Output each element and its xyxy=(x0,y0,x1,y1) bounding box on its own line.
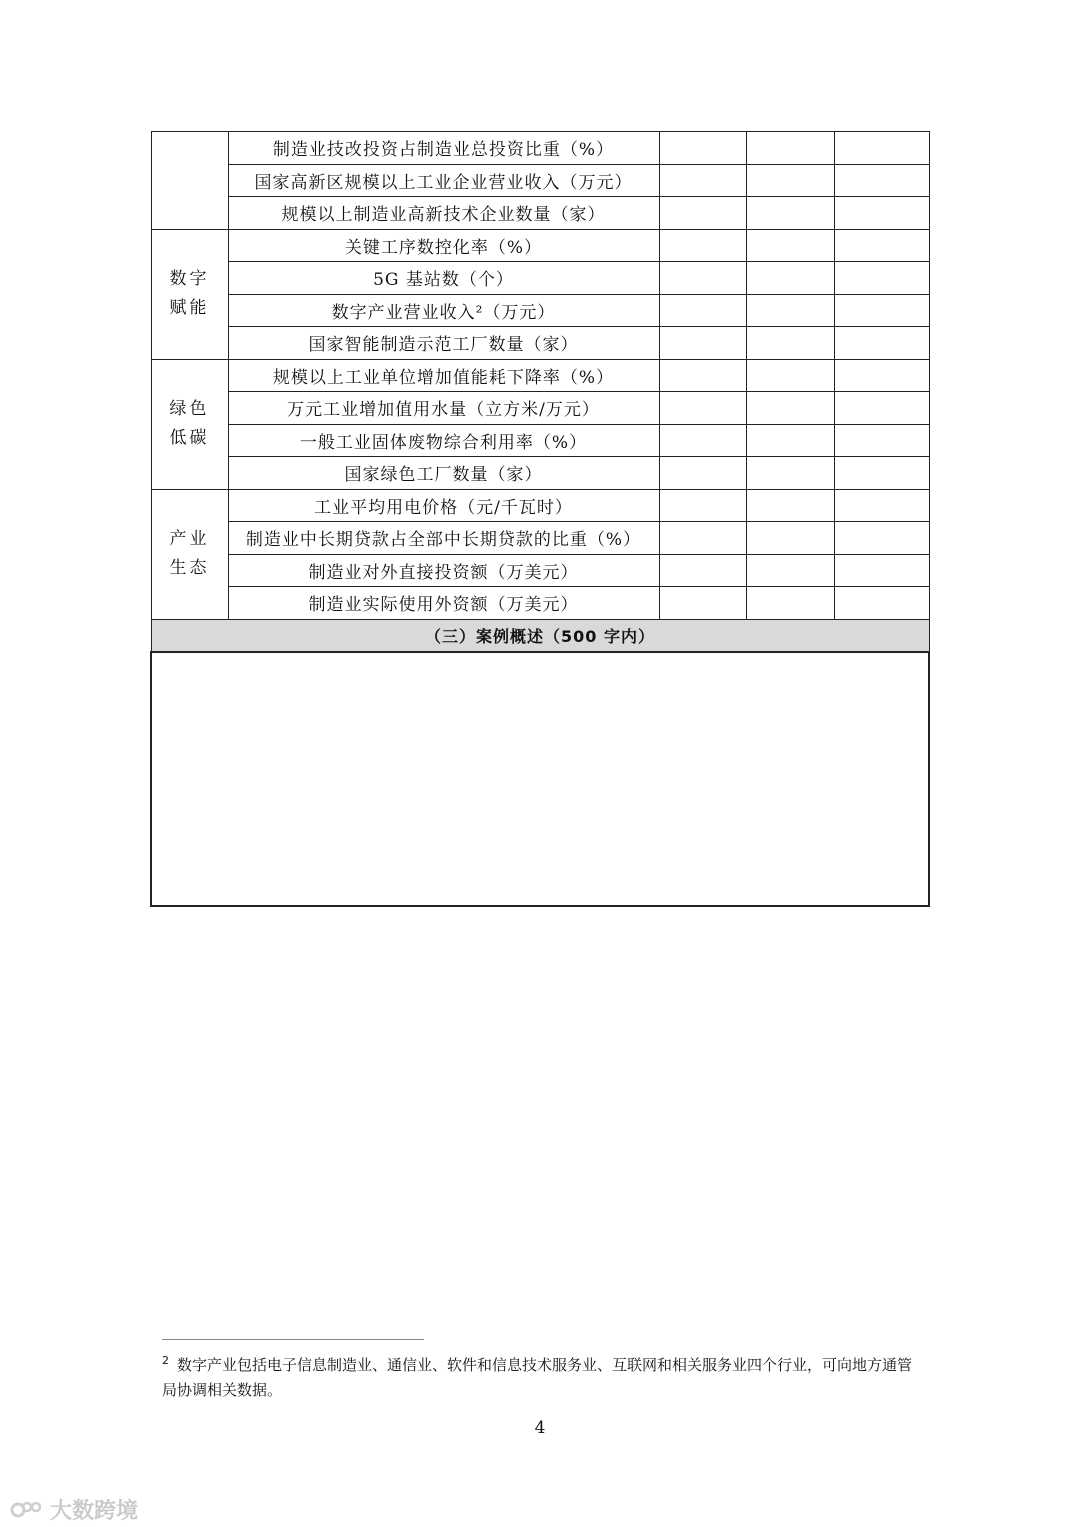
category-cell xyxy=(151,489,228,619)
value-cell[interactable] xyxy=(659,392,746,425)
table-row xyxy=(151,262,929,295)
value-cell[interactable] xyxy=(746,294,834,327)
value-cell[interactable] xyxy=(834,262,929,295)
value-cell[interactable] xyxy=(659,554,746,587)
value-cell[interactable] xyxy=(659,229,746,262)
indicator-label: 制造业对外直接投资额（万美元） xyxy=(228,554,659,587)
value-cell[interactable] xyxy=(746,392,834,425)
indicator-label: 数字产业营业收入²（万元） xyxy=(228,294,659,327)
value-cell[interactable] xyxy=(659,424,746,457)
table-row xyxy=(151,197,929,230)
value-cell[interactable] xyxy=(746,489,834,522)
category-line: 绿色 xyxy=(169,399,210,419)
table-row xyxy=(151,164,929,197)
indicator-label: 规模以上工业单位增加值能耗下降率（%） xyxy=(228,359,659,392)
indicator-label: 制造业实际使用外资额（万美元） xyxy=(228,587,659,620)
category-line: 赋能 xyxy=(169,298,210,318)
value-cell[interactable] xyxy=(834,587,929,620)
table-row xyxy=(151,554,929,587)
value-cell[interactable] xyxy=(834,294,929,327)
table-row xyxy=(151,522,929,555)
summary-row xyxy=(151,652,929,906)
indicator-label: 关键工序数控化率（%） xyxy=(228,229,659,262)
value-cell[interactable] xyxy=(746,359,834,392)
case-summary-field[interactable] xyxy=(151,652,929,906)
footnote-marker: 2 xyxy=(162,1354,169,1367)
value-cell[interactable] xyxy=(746,262,834,295)
table-row xyxy=(151,457,929,490)
indicator-label: 一般工业固体废物综合利用率（%） xyxy=(228,424,659,457)
indicator-label: 万元工业增加值用水量（立方米/万元） xyxy=(228,392,659,425)
value-cell[interactable] xyxy=(834,554,929,587)
indicator-label: 制造业中长期贷款占全部中长期贷款的比重（%） xyxy=(228,522,659,555)
category-line: 数字 xyxy=(169,269,210,289)
indicator-table xyxy=(150,131,930,907)
value-cell[interactable] xyxy=(746,522,834,555)
value-cell[interactable] xyxy=(834,359,929,392)
value-cell[interactable] xyxy=(746,587,834,620)
category-cell xyxy=(151,229,228,359)
value-cell[interactable] xyxy=(834,197,929,230)
value-cell[interactable] xyxy=(659,587,746,620)
value-cell[interactable] xyxy=(659,164,746,197)
category-line: 产业 xyxy=(169,529,210,549)
indicator-label: 规模以上制造业高新技术企业数量（家） xyxy=(228,197,659,230)
category-cell xyxy=(151,132,228,230)
value-cell[interactable] xyxy=(659,457,746,490)
value-cell[interactable] xyxy=(834,489,929,522)
value-cell[interactable] xyxy=(659,522,746,555)
value-cell[interactable] xyxy=(746,457,834,490)
value-cell[interactable] xyxy=(746,132,834,165)
value-cell[interactable] xyxy=(659,197,746,230)
value-cell[interactable] xyxy=(834,457,929,490)
footnote xyxy=(162,1348,922,1403)
category-line: 低碳 xyxy=(169,428,210,448)
table-row xyxy=(151,424,929,457)
value-cell[interactable] xyxy=(834,522,929,555)
page-number: 4 xyxy=(534,1418,546,1438)
value-cell[interactable] xyxy=(746,197,834,230)
indicator-label: 国家绿色工厂数量（家） xyxy=(228,457,659,490)
value-cell[interactable] xyxy=(834,164,929,197)
value-cell[interactable] xyxy=(834,229,929,262)
value-cell[interactable] xyxy=(659,132,746,165)
table-row xyxy=(151,229,929,262)
value-cell[interactable] xyxy=(746,229,834,262)
table-row xyxy=(151,587,929,620)
table-row xyxy=(151,132,929,165)
section-title: （三）案例概述（500 字内） xyxy=(151,619,929,652)
table-row xyxy=(151,327,929,360)
value-cell[interactable] xyxy=(746,424,834,457)
watermark-text: 大数跨境 xyxy=(50,1499,139,1524)
indicator-label: 国家智能制造示范工厂数量（家） xyxy=(228,327,659,360)
table-row xyxy=(151,294,929,327)
indicator-label: 国家高新区规模以上工业企业营业收入（万元） xyxy=(228,164,659,197)
value-cell[interactable] xyxy=(659,262,746,295)
footnote-text: 数字产业包括电子信息制造业、通信业、软件和信息技术服务业、互联网和相关服务业四个行业，可向地方通管局协调相关数据。 xyxy=(162,1356,913,1399)
value-cell[interactable] xyxy=(746,164,834,197)
category-line: 生态 xyxy=(169,558,210,578)
section-row xyxy=(151,619,929,652)
value-cell[interactable] xyxy=(659,359,746,392)
brand-logo-icon xyxy=(10,1499,44,1521)
table-row xyxy=(151,359,929,392)
value-cell[interactable] xyxy=(659,489,746,522)
indicator-label: 制造业技改投资占制造业总投资比重（%） xyxy=(228,132,659,165)
value-cell[interactable] xyxy=(659,327,746,360)
watermark xyxy=(10,1494,138,1525)
value-cell[interactable] xyxy=(834,132,929,165)
category-cell xyxy=(151,359,228,489)
value-cell[interactable] xyxy=(834,327,929,360)
value-cell[interactable] xyxy=(746,554,834,587)
value-cell[interactable] xyxy=(659,294,746,327)
indicator-label: 工业平均用电价格（元/千瓦时） xyxy=(228,489,659,522)
table-row xyxy=(151,489,929,522)
table-row xyxy=(151,392,929,425)
indicator-label: 5G 基站数（个） xyxy=(228,262,659,295)
value-cell[interactable] xyxy=(746,327,834,360)
footnote-divider xyxy=(162,1339,424,1340)
value-cell[interactable] xyxy=(834,424,929,457)
value-cell[interactable] xyxy=(834,392,929,425)
